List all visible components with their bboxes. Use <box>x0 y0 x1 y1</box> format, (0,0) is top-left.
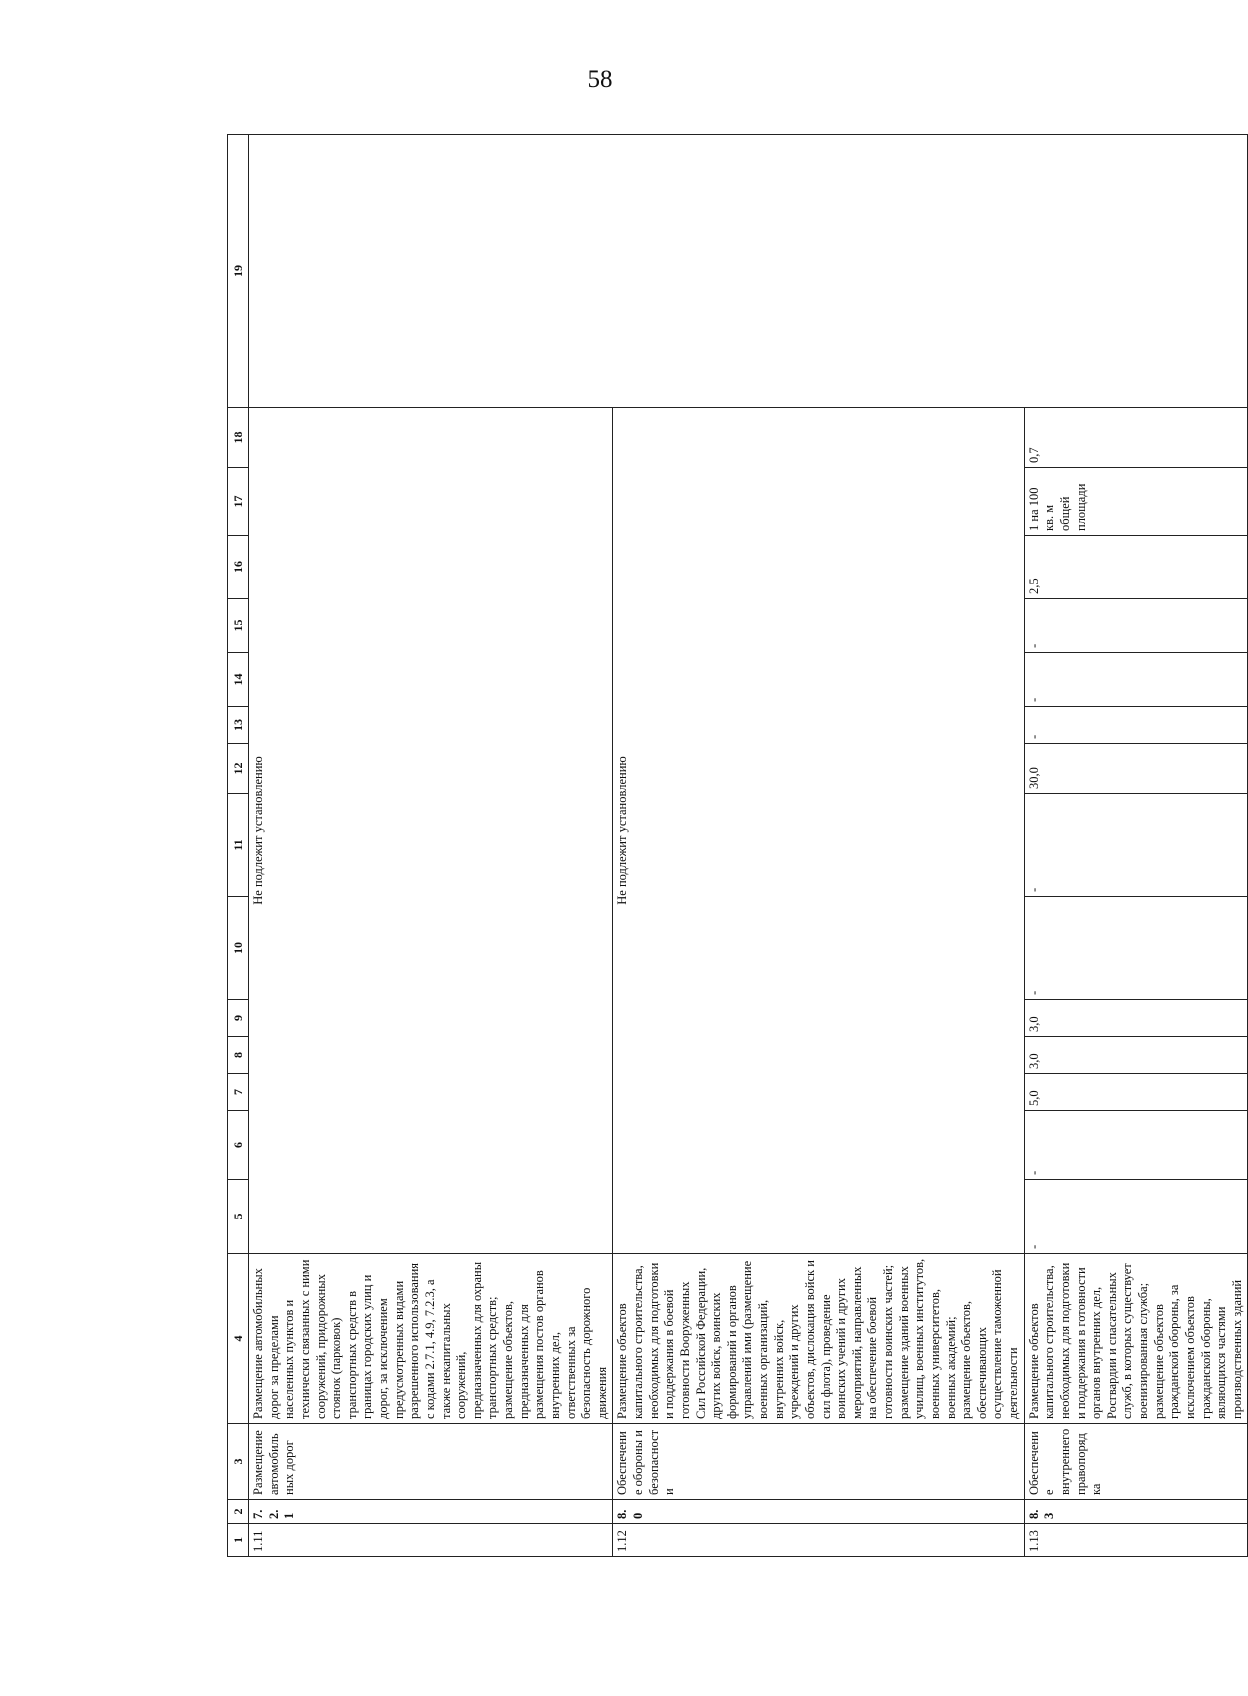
value-cell: - <box>1024 653 1248 707</box>
header-cell: 15 <box>228 599 249 653</box>
row-number: 1.13 <box>1024 1524 1248 1557</box>
row-note: Не подлежит установлению <box>613 408 1024 1254</box>
header-cell: 7 <box>228 1074 249 1111</box>
row-number: 1.12 <box>613 1524 1024 1557</box>
row-name: Обеспечение обороны и безопасности <box>613 1424 1024 1500</box>
row-name: Обеспечение внутреннего правопорядка <box>1024 1424 1248 1500</box>
header-cell: 19 <box>228 135 249 408</box>
value-cell: 30,0 <box>1024 744 1248 794</box>
header-cell: 2 <box>228 1500 249 1524</box>
value-cell: - <box>1024 1111 1248 1180</box>
header-cell: 13 <box>228 707 249 744</box>
header-cell: 18 <box>228 408 249 468</box>
table-row <box>249 135 613 1557</box>
row-note: Не подлежит установлению <box>249 408 613 1254</box>
header-cell: 12 <box>228 744 249 794</box>
header-cell: 3 <box>228 1424 249 1500</box>
row-description: Размещение автомобильных дорог за пределами населенных пунктов и технически связанных с ними сооружений, придорожных стоянок (парковок) транспортных средств в границах городских улиц и дорог, за исключением предусмотренных видами разрешенного использования с кодами 2.7.1, 4.9, 7.2.3, а также некапитальных сооружений, предназначенных для охраны транспортных средств; размещение объектов, предназначенных для размещения постов органов внутренних дел, ответственных за безопасность дорожного движения <box>249 1254 613 1424</box>
header-cell: 9 <box>228 1000 249 1037</box>
row-description: Размещение объектов капитального строительства, необходимых для подготовки и поддержания в боевой готовности Вооруженных Сил Российской Федерации, других войск, воинских формирований и органов управлений ими (размещение военных организаций, внутренних войск, учреждений и других объектов, дислокация войск и сил флота), проведение воинских учений и других мероприятий, направленных на обеспечение боевой готовности воинских частей; размещение зданий военных училищ, военных институтов, военных университетов, военных академий; размещение объектов, обеспечивающих осуществление таможенной деятельности <box>613 1254 1024 1424</box>
value-cell: - <box>1024 794 1248 897</box>
header-cell: 5 <box>228 1180 249 1254</box>
value-cell: - <box>1024 897 1248 1000</box>
value-cell: 0,7 <box>1024 408 1248 468</box>
header-cell: 14 <box>228 653 249 707</box>
header-cell: 11 <box>228 794 249 897</box>
header-cell: 6 <box>228 1111 249 1180</box>
value-cell: 3,0 <box>1024 1000 1248 1037</box>
header-cell: 10 <box>228 897 249 1000</box>
header-cell: 8 <box>228 1037 249 1074</box>
value-cell: 1 на 100 кв. м общей площади <box>1024 468 1248 536</box>
value-cell: - <box>1024 1180 1248 1254</box>
row-description: Размещение объектов капитального строительства, необходимых для подготовки и поддержания в готовности органов внутренних дел, Росгвардии и спасательных служб, в которых существует военизированная служба; размещение объектов гражданской обороны, за исключением объектов гражданской обороны, являющихся частями производственных зданий <box>1024 1254 1248 1424</box>
row-code: 8.0 <box>613 1500 1024 1524</box>
page-number: 58 <box>587 66 613 93</box>
header-row <box>228 135 249 1557</box>
value-cell: - <box>1024 707 1248 744</box>
row-code: 8.3 <box>1024 1500 1248 1524</box>
value-cell: 5,0 <box>1024 1074 1248 1111</box>
header-cell: 1 <box>228 1524 249 1557</box>
row-number: 1.11 <box>249 1524 613 1557</box>
header-cell: 17 <box>228 468 249 536</box>
value-cell: 3,0 <box>1024 1037 1248 1074</box>
header-cell: 4 <box>228 1254 249 1424</box>
value-cell: - <box>1024 599 1248 653</box>
header-cell: 16 <box>228 536 249 599</box>
rotated-table-container <box>227 135 1244 1557</box>
regulations-table <box>227 134 1248 1557</box>
row-code: 7.2.1 <box>249 1500 613 1524</box>
row-name: Размещение автомобильных дорог <box>249 1424 613 1500</box>
column-19-cell <box>249 135 1248 408</box>
value-cell: 2,5 <box>1024 536 1248 599</box>
